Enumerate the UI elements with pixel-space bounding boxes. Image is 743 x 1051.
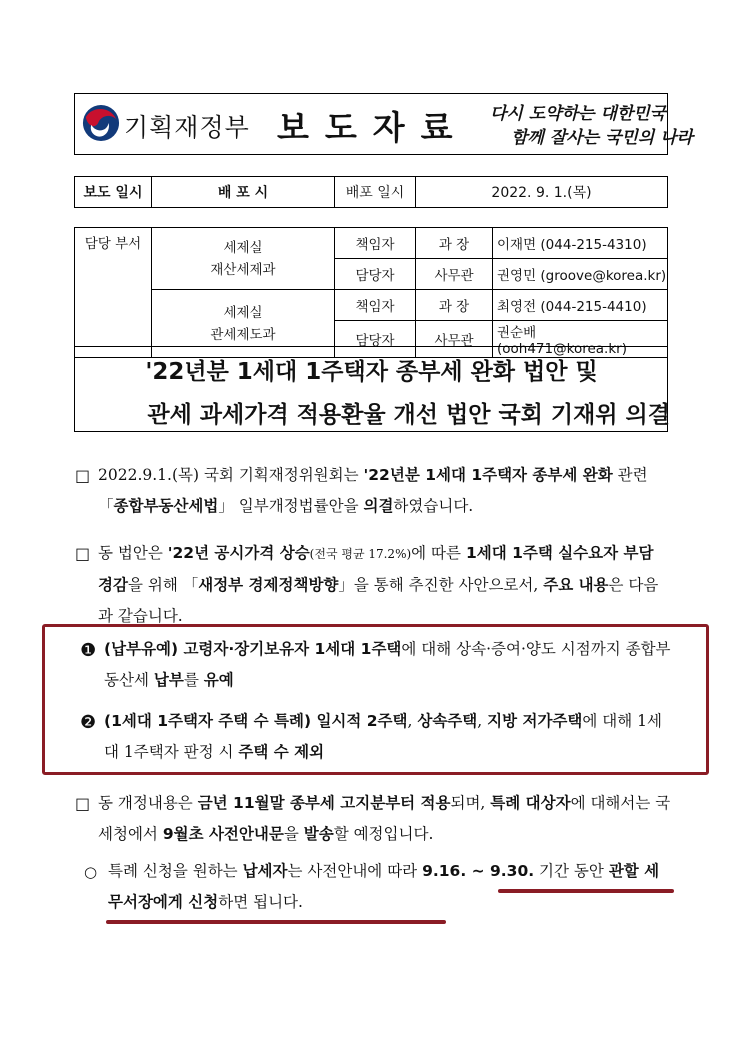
bold-text: 특례 대상자 — [490, 794, 571, 812]
bullet-square: □ — [75, 544, 91, 563]
paragraph-3 — [98, 788, 672, 850]
dept-1 — [152, 228, 335, 290]
text-segment: 에 대해 1세대 1주택자 판정 시 — [104, 712, 662, 761]
number-1-icon: ❶ — [80, 640, 97, 661]
bullet-square: □ — [75, 794, 91, 813]
text-segment: , — [477, 712, 488, 730]
bold-text: 발송 — [303, 825, 334, 843]
bold-text: '22년 공시가격 상승 — [167, 544, 310, 562]
release-table — [74, 176, 668, 208]
bold-text: 새정부 경제정책방향 — [198, 576, 339, 594]
text-segment: 」을 통해 추진한 사안으로서, — [338, 576, 544, 594]
bold-text: (납부유예) 고령자·장기보유자 1세대 1주택 — [104, 640, 402, 658]
bold-text: 1세대 1주택 실수요자 부담 경감 — [98, 544, 654, 594]
text-segment: (전국 평균 17.2%) — [309, 547, 412, 561]
text-segment: 을 위해 「 — [127, 576, 199, 594]
text-segment: , — [407, 712, 418, 730]
text-segment: 할 예정입니다. — [333, 825, 434, 843]
paragraph-2 — [98, 538, 672, 632]
bold-text: (1세대 1주택자 주택 수 특례) 일시적 2주택 — [104, 712, 408, 730]
text-segment: 기간 동안 — [534, 862, 609, 880]
person-cell: 최영전 (044-215-4410) — [493, 290, 668, 321]
text-segment: 에 따른 — [411, 544, 466, 562]
bold-text: 9.16. ~ 9.30. — [422, 862, 535, 880]
paragraph-1 — [98, 460, 672, 522]
text-segment: 특례 신청을 원하는 — [108, 862, 243, 880]
text-segment: 은 다음과 같습니다. — [98, 576, 659, 625]
person-cell: 권순배 (ooh471@korea.kr) — [493, 321, 668, 358]
role-cell: 담당자 — [335, 321, 416, 358]
item-2 — [104, 706, 672, 768]
title-cell: 사무관 — [416, 321, 493, 358]
role-cell: 담당자 — [335, 259, 416, 290]
bullet-square: □ — [75, 466, 91, 485]
text-segment: 2022.9.1.(목) 국회 기획재정위원회는 — [98, 466, 364, 484]
underline-period — [498, 889, 674, 893]
text-segment: 에 대해 상속·증여·양도 시점까지 종합부동산세 — [104, 640, 671, 689]
paragraph-4 — [108, 856, 672, 918]
bold-text: 주택 수 제외 — [238, 743, 325, 761]
dept-2-line-2: 관세제도과 — [210, 326, 276, 343]
bold-text: 의결 — [363, 497, 394, 515]
bold-text: 금년 11월말 종부세 고지분부터 적용 — [197, 794, 451, 812]
distribution-label: 배포 일시 — [335, 177, 416, 208]
text-segment: 동 법안은 — [98, 544, 168, 562]
dept-label: 담당 부서 — [75, 228, 152, 358]
text-segment: 되며, — [450, 794, 491, 812]
slogan-line-2: 함께 잘사는 국민의 나라 — [511, 128, 693, 148]
role-cell: 책임자 — [335, 228, 416, 259]
slogan-line-1: 다시 도약하는 대한민국 — [490, 104, 667, 124]
number-2-icon: ❷ — [80, 712, 97, 733]
bold-text: 지방 저가주택 — [487, 712, 583, 730]
underline-apply — [106, 920, 446, 924]
contact-table — [74, 227, 668, 358]
dept-1-line-1: 세제실 — [223, 239, 263, 256]
bold-text: 납세자 — [242, 862, 288, 880]
dept-1-line-2: 재산세제과 — [210, 261, 276, 278]
government-logo-icon — [82, 104, 120, 142]
dept-2-line-1: 세제실 — [223, 304, 263, 321]
bold-text: 종합부동산세법 — [113, 497, 219, 515]
title-cell: 사무관 — [416, 259, 493, 290]
bold-text: 관할 세무서장에게 신청 — [108, 862, 660, 911]
bold-text: 상속주택 — [417, 712, 478, 730]
text-segment: 하였습니다. — [393, 497, 474, 515]
headline-line-2: 관세 과세가격 적용환율 개선 법안 국회 기재위 의결 — [147, 402, 670, 428]
item-1 — [104, 634, 672, 696]
text-segment: 하면 됩니다. — [218, 893, 303, 911]
text-segment: 를 — [183, 671, 204, 689]
text-segment: 을 — [283, 825, 304, 843]
role-cell: 책임자 — [335, 290, 416, 321]
text-segment: 동 개정내용은 — [98, 794, 198, 812]
text-segment: 에 대해서는 국세청에서 — [98, 794, 671, 843]
release-value: 배 포 시 — [152, 177, 335, 208]
bullet-circle: ○ — [84, 863, 98, 881]
bold-text: 9월초 사전안내문 — [162, 825, 284, 843]
bold-text: '22년분 1세대 1주택자 종부세 완화 — [363, 466, 613, 484]
bold-text: 주요 내용 — [543, 576, 609, 594]
ministry-name: 기획재정부 — [124, 113, 250, 142]
text-segment: 」 일부개정법률안을 — [218, 497, 364, 515]
title-cell: 과 장 — [416, 290, 493, 321]
bold-text: 납부 — [153, 671, 184, 689]
title-cell: 과 장 — [416, 228, 493, 259]
bold-text: 유예 — [203, 671, 234, 689]
text-segment: 관련 「 — [98, 466, 648, 515]
text-segment: 는 사전안내에 따라 — [287, 862, 423, 880]
person-cell: 이재면 (044-215-4310) — [493, 228, 668, 259]
release-label: 보도 일시 — [75, 177, 152, 208]
press-release-title: 보도자료 — [277, 108, 469, 147]
headline-line-1: '22년분 1세대 1주택자 종부세 완화 법안 및 — [145, 359, 598, 385]
person-cell: 권영민 (groove@korea.kr) — [493, 259, 668, 290]
distribution-value: 2022. 9. 1.(목) — [416, 177, 668, 208]
